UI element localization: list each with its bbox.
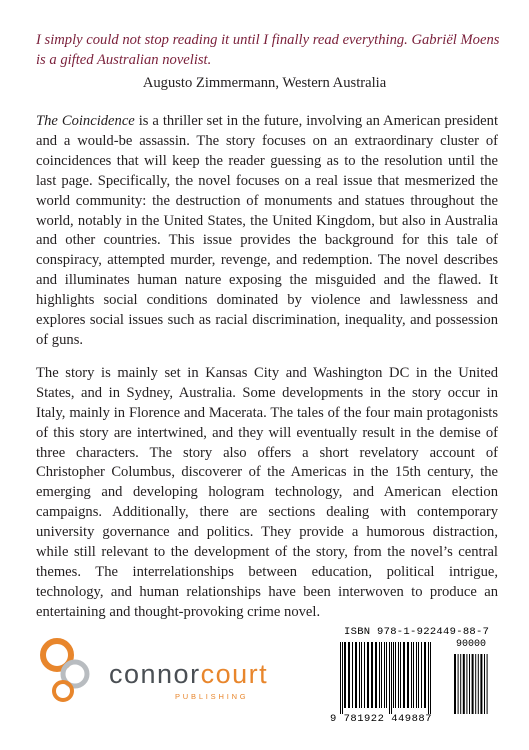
publisher-subtitle: PUBLISHING (175, 692, 249, 701)
isbn-label: ISBN 978-1-922449-88-7 (344, 626, 490, 638)
blurb-paragraph-1 (36, 112, 498, 351)
publisher-logo (33, 633, 283, 713)
blurb (36, 112, 498, 636)
blurb-paragraph-1-text: is a thriller set in the future, involving an American president and a would-be assassin. The story focuses on an extraordinary cluster of coincidences that will keep the reader guessing as to the resolution until the last page. Specifically, the novel focuses on a real issue that mesmerized the world community: the destruction of monuments and statues throughout the world, notably in the United States, the United Kingdom, but also in Australia and other countries. This issue provides the background for this tale of conspiracy, attempted murder, revenge, and redemption. The novel describes and illuminates human nature exposing the misguided and the flawed. It highlights social conditions dominated by violence and lawlessness and explores social issues such as racial discrimination, inequality, and possession of guns. (36, 113, 499, 348)
book-title: The Coincidence (36, 113, 135, 129)
blurb-paragraph-2: The story is mainly set in Kansas City and Washington DC in the United States, and in Sydney, Australia. Some developments in the story occur in Italy, mainly in Florence and Macerata. The tales of the four main protagonists of this story are intertwined, and they will eventually result in the demise of three characters. The story also offers a short revelatory account of Christopher Columbus, discoverer of the Americas in the 15th century, the emerging and developing hologram technology, and American election campaigns. Additionally, there are sections dealing with contemporary university governance and politics. They provide a humorous distraction, while still relevant to the development of the story, from the novel’s central themes. The interrelationships between education, political intrigue, technology, and human relationships have been interwoven to produce an entertaining and thought-provoking crime novel. (36, 364, 498, 620)
barcode-digits: 9 781922 449887 (330, 713, 433, 725)
publisher-name (109, 659, 268, 689)
barcode-bars (330, 640, 500, 714)
connor-court-logo-icon (33, 633, 109, 713)
isbn-barcode (330, 626, 500, 726)
publisher-name-part1: connor (109, 659, 201, 689)
review-attribution: Augusto Zimmermann, Western Australia (142, 75, 387, 91)
review-quote: I simply could not stop reading it until I finally read everything. Gabriël Moens is a gifted Australian novelist. (36, 32, 500, 68)
price-code: 90000 (456, 639, 487, 650)
publisher-name-part2: court (200, 659, 269, 689)
